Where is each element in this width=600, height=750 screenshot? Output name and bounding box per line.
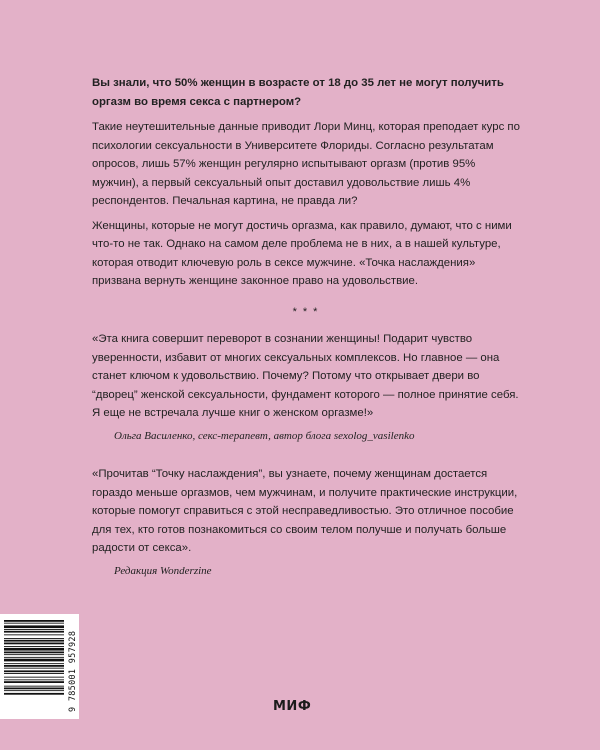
barcode-bar (4, 634, 64, 635)
barcode-bar (4, 648, 64, 651)
barcode-bar (4, 625, 64, 628)
barcode-bar (4, 668, 64, 669)
isbn-digits-text: 9 785001 957928 (68, 630, 78, 712)
publisher-logo: МИФ (273, 699, 312, 714)
barcode-bar (4, 638, 64, 639)
review-quote-wonderzine: «Прочитав “Точку наслаждения”, вы узнаете, почему женщинам достается гораздо меньше оргазмов, чем мужчинам, и получите практические инструкции, которые помогут справиться с этой несправедливостью. Это отличное пособие для тех, кто готов познакомиться со своим телом получше и получать больше радости от секса». (92, 468, 518, 554)
barcode-bar (4, 686, 64, 687)
review-quote-vasilenko: «Эта книга совершит переворот в сознании женщины! Подарит чувство уверенности, избавит от многих сексуальных комплексов. Но главное — она станет ключом к удовольствию. Почему? Потому что открывает двери во “дворец” женской сексуальности, фундамент которого — полное принятие себя. Я еще не встречала лучше книг о женском оргазме!» (92, 333, 519, 419)
barcode-bar (4, 623, 64, 624)
barcode-bar (4, 654, 64, 655)
barcode-bar (4, 663, 64, 664)
barcode-bar (4, 629, 64, 630)
barcode-bar (4, 690, 64, 691)
barcode-bars-icon (4, 620, 64, 714)
barcode-bar (4, 657, 64, 658)
barcode-bar (4, 620, 64, 622)
review-author-vasilenko: Ольга Василенко, секс-терапевт, автор блога sexolog_vasilenko (114, 429, 415, 442)
barcode-bar (4, 693, 64, 695)
barcode-bar (4, 646, 64, 647)
review-author-wonderzine: Редакция Wonderzine (114, 564, 212, 577)
barcode-bar (4, 673, 64, 674)
paragraph-culture: Женщины, которые не могут достичь оргазма, как правило, думают, что с ними что-то не так. Однако на самом деле проблема не в них, а в нашей культуре, которая отводит ключевую роль в сексе мужчине. «Точка наслаждения» призвана вернуть женщине законное право на удовольствие. (92, 219, 512, 287)
cover-text (92, 74, 524, 580)
barcode-bar (4, 670, 64, 672)
barcode-bar (4, 640, 64, 642)
section-separator: *** (292, 305, 324, 318)
barcode-bar (4, 679, 64, 680)
barcode-bar (4, 665, 64, 667)
lead-question: Вы знали, что 50% женщин в возрасте от 18 до 35 лет не могут получить оргазм во время секса с партнером? (92, 77, 504, 108)
barcode-bar (4, 631, 64, 633)
barcode-bar (4, 681, 64, 683)
barcode-bar (4, 677, 64, 678)
barcode-bar (4, 652, 64, 654)
barcode-bar (4, 659, 64, 662)
barcode-bar (4, 643, 64, 645)
paragraph-statistics: Такие неутешительные данные приводит Лори Минц, которая преподает курс по психологии сексуальности в Университете Флориды. Согласно результатам опросов, лишь 57% женщин регулярно испытывают оргазм (против 95% мужчин), а первый сексуальный опыт доставил удовольствие лишь 4% респондентов. Печальная картина, не правда ли? (92, 121, 520, 207)
barcode-bar (4, 688, 64, 690)
